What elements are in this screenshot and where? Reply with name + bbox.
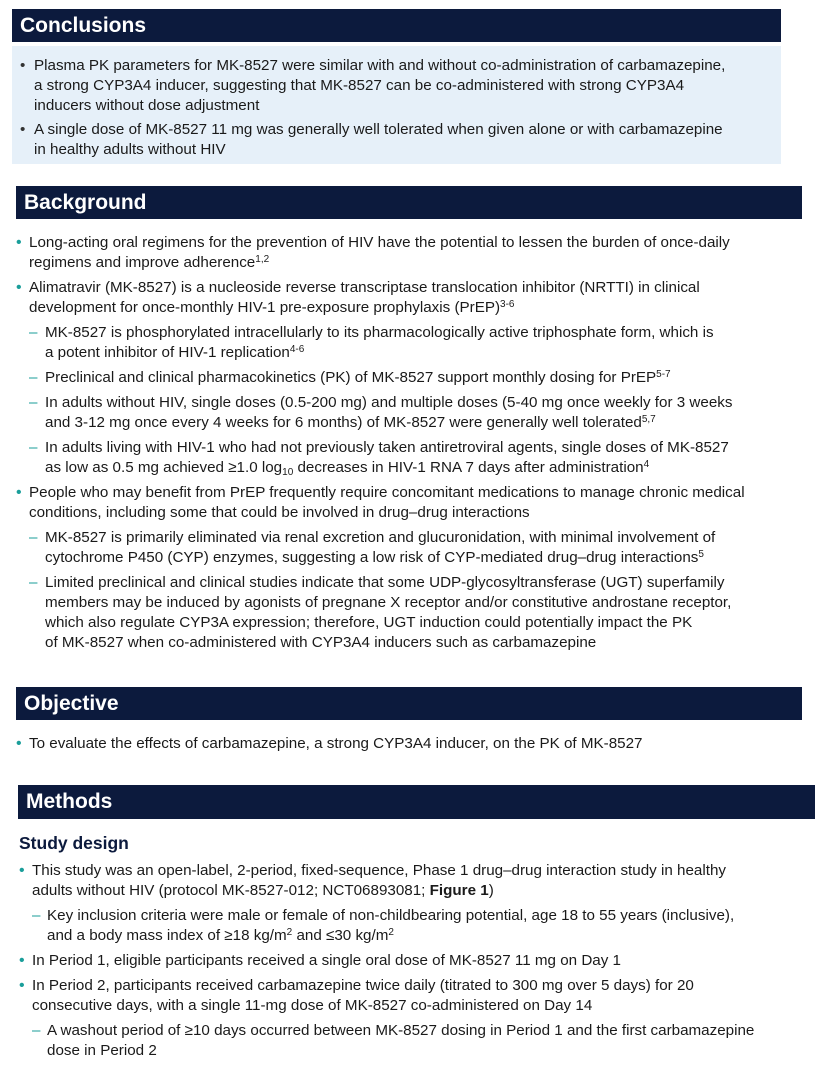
conclusions-heading: Conclusions bbox=[12, 9, 781, 42]
dash-marker: – bbox=[32, 1022, 41, 1039]
background-heading: Background bbox=[16, 186, 802, 219]
study-design-subheading: Study design bbox=[19, 833, 129, 853]
bullet-marker: • bbox=[20, 121, 26, 138]
bullet-marker: • bbox=[19, 977, 25, 994]
list-item: • Long-acting oral regimens for the prevention of HIV have the potential to lessen the burden of once-daily regimens and improve adherence$^{1,2}$ bbox=[16, 234, 730, 271]
bullet-marker: • bbox=[19, 862, 25, 879]
bullet-marker: • bbox=[16, 735, 22, 752]
dash-marker: – bbox=[29, 574, 38, 591]
list-item: – MK-8527 is primarily eliminated via renal excretion and glucuronidation, with minimal involvement of cytochrome P450 (CYP) enzymes, suggesting a low risk of CYP-mediated drug–drug interactions$^5$ bbox=[29, 529, 716, 566]
objective-heading: Objective bbox=[16, 687, 802, 720]
dash-marker: – bbox=[29, 324, 38, 341]
dash-marker: – bbox=[32, 907, 41, 924]
bullet-marker: • bbox=[16, 234, 22, 251]
list-item: • A single dose of MK-8527 11 mg was generally well tolerated when given alone or with carbamazepine in healthy adults without HIV bbox=[20, 121, 723, 158]
list-item: – A washout period of ≥10 days occurred between MK-8527 dosing in Period 1 and the first carbamazepine dose in Period 2 bbox=[32, 1022, 755, 1059]
list-item: • This study was an open-label, 2-period, fixed-sequence, Phase 1 drug–drug interaction study in healthy adults without HIV (protocol MK-8527-012; NCT06893081; Figure 1) bbox=[19, 862, 726, 899]
methods-list bbox=[19, 861, 754, 1061]
methods-heading: Methods bbox=[18, 785, 815, 819]
list-item: – In adults living with HIV-1 who had not previously taken antiretroviral agents, single doses of MK-8527 as low as 0.5 mg achieved ≥1.0 $\log_{10}$ decreases in HIV-1 RNA 7 days after administration$^4$ bbox=[29, 439, 729, 478]
dash-marker: – bbox=[29, 439, 38, 456]
list-item: • People who may benefit from PrEP frequently require concomitant medications to manage chronic medical conditions, including some that could be involved in drug–drug interactions bbox=[16, 484, 745, 521]
dash-marker: – bbox=[29, 394, 38, 411]
list-item: – MK-8527 is phosphorylated intracellularly to its pharmacologically active triphosphate form, which is a potent inhibitor of HIV-1 replication$^{4-6}$ bbox=[29, 324, 714, 361]
dash-marker: – bbox=[29, 369, 38, 386]
list-item: • To evaluate the effects of carbamazepine, a strong CYP3A4 inducer, on the PK of MK-8527 bbox=[16, 735, 643, 752]
conclusions-list bbox=[20, 56, 725, 160]
list-item: – Preclinical and clinical pharmacokinetics (PK) of MK-8527 support monthly dosing for PrEP$^{5-7}$ bbox=[29, 369, 671, 386]
list-item: – Limited preclinical and clinical studies indicate that some UDP-glycosyltransferase (UGT) superfamily members may be induced by agonists of pregnane X receptor and/or constitutive androstane receptor, which also regulate CYP3A expression; therefore, UGT induction could potentially impact the PK of MK-8527 when co-administered with CYP3A4 inducers such as carbamazepine bbox=[29, 574, 732, 651]
dash-marker: – bbox=[29, 529, 38, 546]
bullet-marker: • bbox=[16, 279, 22, 296]
list-item: • Alimatravir (MK-8527) is a nucleoside reverse transcriptase translocation inhibitor (NRTTI) in clinical development for once-monthly HIV-1 pre-exposure prophylaxis (PrEP)$^{3-6}$ bbox=[16, 279, 700, 316]
list-item: • Plasma PK parameters for MK-8527 were similar with and without co-administration of carbamazepine, a strong CYP3A4 inducer, suggesting that MK-8527 can be co-administered with strong CYP3A4 inducers without dose adjustment bbox=[20, 57, 726, 114]
bullet-marker: • bbox=[19, 952, 25, 969]
objective-list bbox=[16, 734, 643, 754]
list-item: – In adults without HIV, single doses (0.5-200 mg) and multiple doses (5-40 mg once weekly for 3 weeks and 3-12 mg once every 4 weeks for 6 months) of MK-8527 were generally well tolerated$^{5,7}$ bbox=[29, 394, 733, 431]
bullet-marker: • bbox=[20, 57, 26, 74]
list-item: • In Period 2, participants received carbamazepine twice daily (titrated to 300 mg over 5 days) for 20 consecutive days, with a single 11-mg dose of MK-8527 co-administered on Day 14 bbox=[19, 977, 694, 1014]
background-list bbox=[16, 233, 745, 653]
list-item: • In Period 1, eligible participants received a single oral dose of MK-8527 11 mg on Day 1 bbox=[19, 952, 621, 969]
bullet-marker: • bbox=[16, 484, 22, 501]
list-item: – Key inclusion criteria were male or female of non-childbearing potential, age 18 to 55 years (inclusive), and a body mass index of ≥18 $kg/m^2$ and ≤30 $kg/m^2$ bbox=[32, 907, 735, 944]
